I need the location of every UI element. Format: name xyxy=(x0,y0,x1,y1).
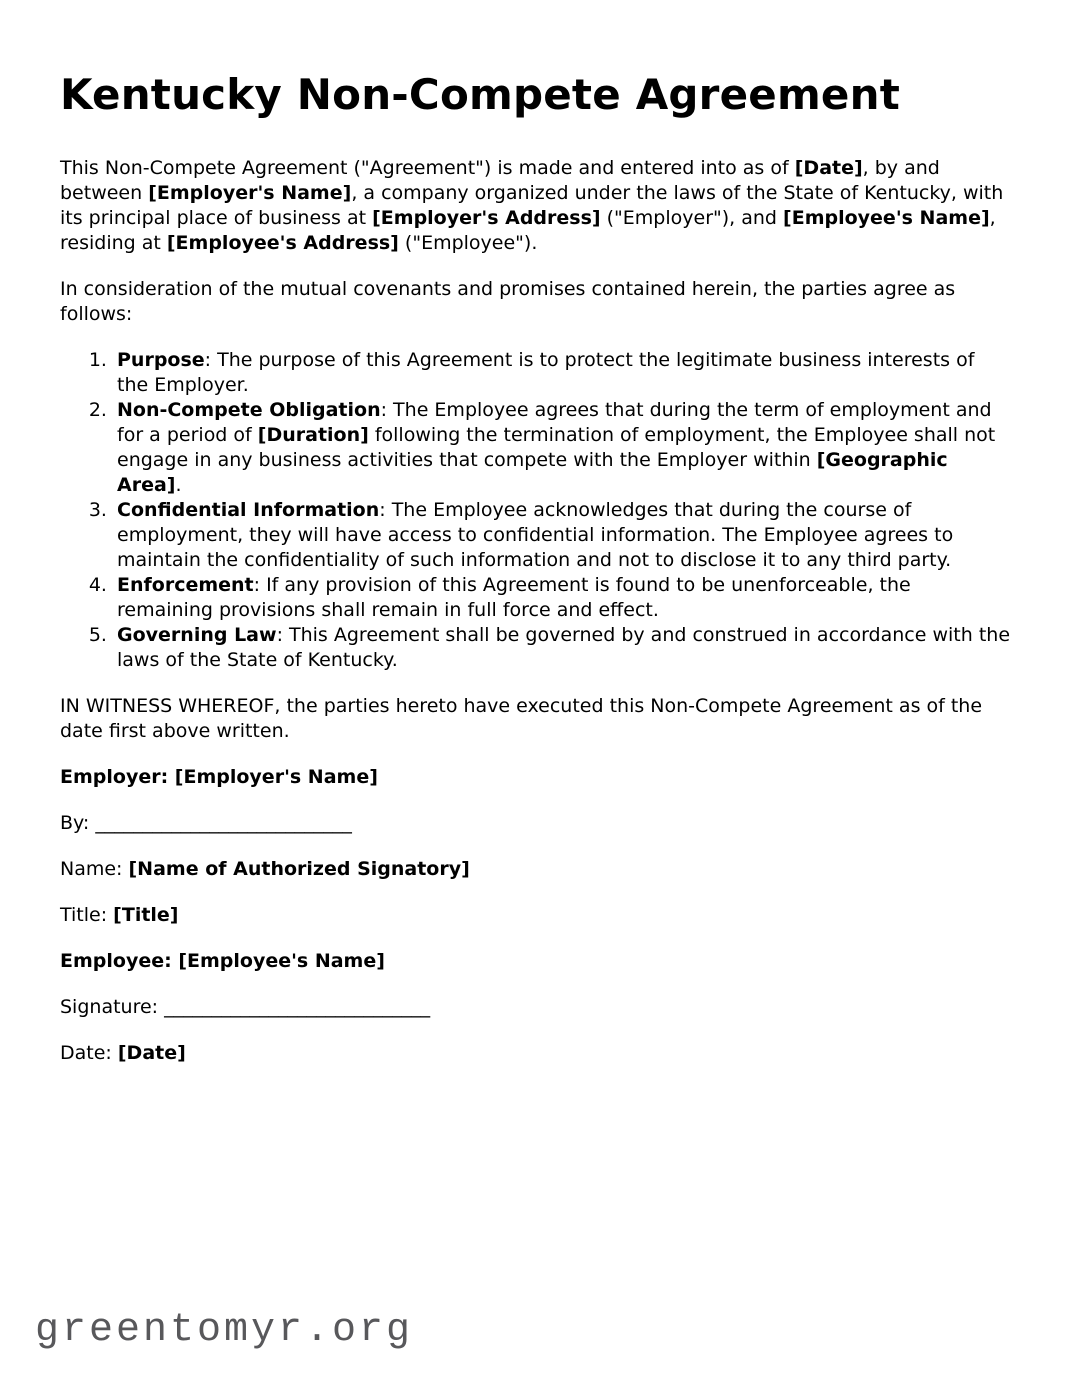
intro-paragraph: This Non-Compete Agreement ("Agreement") is made and entered into as of [Date], by and between [Employer's Name], a company organized under the laws of the State of Kentucky, with its principal place of business at [Employer's Address] ("Employer"), and [Employee's Name], residing at [Employee's Address] ("Employee"). xyxy=(60,157,1004,254)
clause-item-purpose: 1. Purpose: The purpose of this Agreement is to protect the legitimate business interests of the Employer. xyxy=(113,348,1011,398)
clause-item-confidential-information: 3. Confidential Information: The Employee acknowledges that during the course of employment, they will have access to confidential information. The Employee agrees to maintain the confidentiality of such information and not to disclose it to any third party. xyxy=(113,498,1011,573)
consideration-paragraph: In consideration of the mutual covenants and promises contained herein, the parties agree as follows: xyxy=(60,278,956,325)
employer-title-line: Title: [Title] xyxy=(60,904,179,926)
clause-item-governing-law: 5. Governing Law: This Agreement shall be governed by and construed in accordance with the laws of the State of Kentucky. xyxy=(113,623,1011,673)
employer-by-line: By: ___________________________ xyxy=(60,812,352,834)
witness-paragraph: IN WITNESS WHEREOF, the parties hereto have executed this Non-Compete Agreement as of the date first above written. xyxy=(60,695,983,742)
employee-signature-heading: Employee: [Employee's Name] xyxy=(60,950,385,972)
site-watermark: greentomyr.org xyxy=(35,1308,414,1353)
employer-name-line: Name: [Name of Authorized Signatory] xyxy=(60,858,470,880)
employee-signature-line: Signature: ____________________________ xyxy=(60,996,431,1018)
clause-item-enforcement: 4. Enforcement: If any provision of this Agreement is found to be unenforceable, the remaining provisions shall remain in full force and effect. xyxy=(113,573,1011,623)
employer-signature-heading: Employer: [Employer's Name] xyxy=(60,766,378,788)
document-title: Kentucky Non-Compete Agreement xyxy=(60,70,900,119)
clause-item-non-compete-obligation: 2. Non-Compete Obligation: The Employee agrees that during the term of employment and for a period of [Duration] following the termination of employment, the Employee shall not engage in any business activities that compete with the Employer within [Geographic Area]. xyxy=(113,398,1011,498)
employee-date-line: Date: [Date] xyxy=(60,1042,186,1064)
clauses-list xyxy=(60,348,1011,673)
